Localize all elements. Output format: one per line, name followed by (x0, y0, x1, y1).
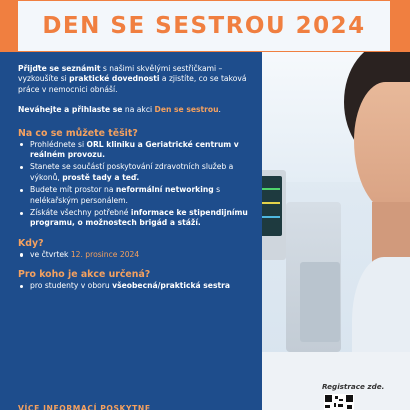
cta-text: na akci (122, 105, 155, 115)
photo-nurse-face (354, 82, 410, 212)
cta-paragraph (18, 105, 258, 115)
expect-heading: Na co se můžete těšit? (18, 127, 138, 139)
list-item (18, 250, 258, 260)
title-banner-inner (18, 1, 390, 51)
intro-emphasis: praktické dovednosti (69, 74, 160, 84)
when-heading: Kdy? (18, 237, 44, 249)
list-item-emphasis: informace ke stipendijnímu programu, o možnostech brigád a stáží. (30, 208, 248, 228)
photo-monitor-screen (262, 176, 282, 236)
intro-text: a zjistíte, co se taková práce v nemocnici obnáší. (18, 74, 247, 94)
expect-list (18, 140, 258, 229)
main-area (0, 52, 410, 410)
info-content (18, 64, 258, 301)
page-title: DEN SE SESTROU 2024 (42, 13, 366, 39)
nurse-photo (262, 52, 410, 410)
list-item-text: Budete mít prostor na (30, 185, 116, 195)
list-item (18, 208, 258, 229)
list-item-emphasis: všeobecná/praktická sestra (112, 281, 230, 291)
list-item (18, 140, 258, 161)
list-item-emphasis: ORL kliniku a Geriatrické centrum v reálném provozu. (30, 139, 239, 160)
list-item-text: ve čtvrtek (30, 249, 71, 259)
registration-qr-code[interactable] (324, 394, 354, 410)
registration-label: Registrace zde. (322, 382, 385, 391)
intro-paragraph (18, 64, 258, 95)
list-item-text: Prohlédnete si (30, 139, 87, 149)
list-item (18, 281, 258, 291)
intro-emphasis: Přijďte se seznámit (18, 64, 101, 73)
event-date: 12. prosince 2024 (70, 249, 140, 259)
cta-emphasis: Neváhejte a přihlaste se (18, 105, 123, 115)
list-item (18, 162, 258, 183)
cta-text: . (218, 105, 221, 115)
when-list (18, 250, 258, 260)
list-item-emphasis: neformální networking (115, 185, 214, 195)
list-item-text: Získáte všechny potřebné (30, 208, 131, 218)
list-item-text: s nelékařským personálem. (30, 185, 221, 205)
list-item-text: Stanete se součástí poskytování zdravotních služeb a výkonů, (30, 162, 234, 182)
photo-monitor-line (262, 202, 280, 204)
who-list (18, 281, 258, 291)
more-info-heading: VÍCE INFORMACÍ POSKYTNE (18, 404, 151, 410)
title-banner (0, 0, 410, 52)
photo-monitor-line (262, 188, 280, 190)
list-item-emphasis: prostě tady a teď. (62, 172, 140, 182)
list-item-text: pro studenty v oboru (30, 281, 113, 291)
list-item (18, 185, 258, 206)
cta-event-name: Den se sestrou (154, 105, 219, 115)
photo-equipment-drawer (300, 262, 340, 342)
who-heading: Pro koho je akce určená? (18, 269, 151, 281)
intro-text: s našimi skvělými sestřičkami – vyzkoušíte si (18, 64, 223, 84)
photo-monitor-line (262, 216, 280, 218)
